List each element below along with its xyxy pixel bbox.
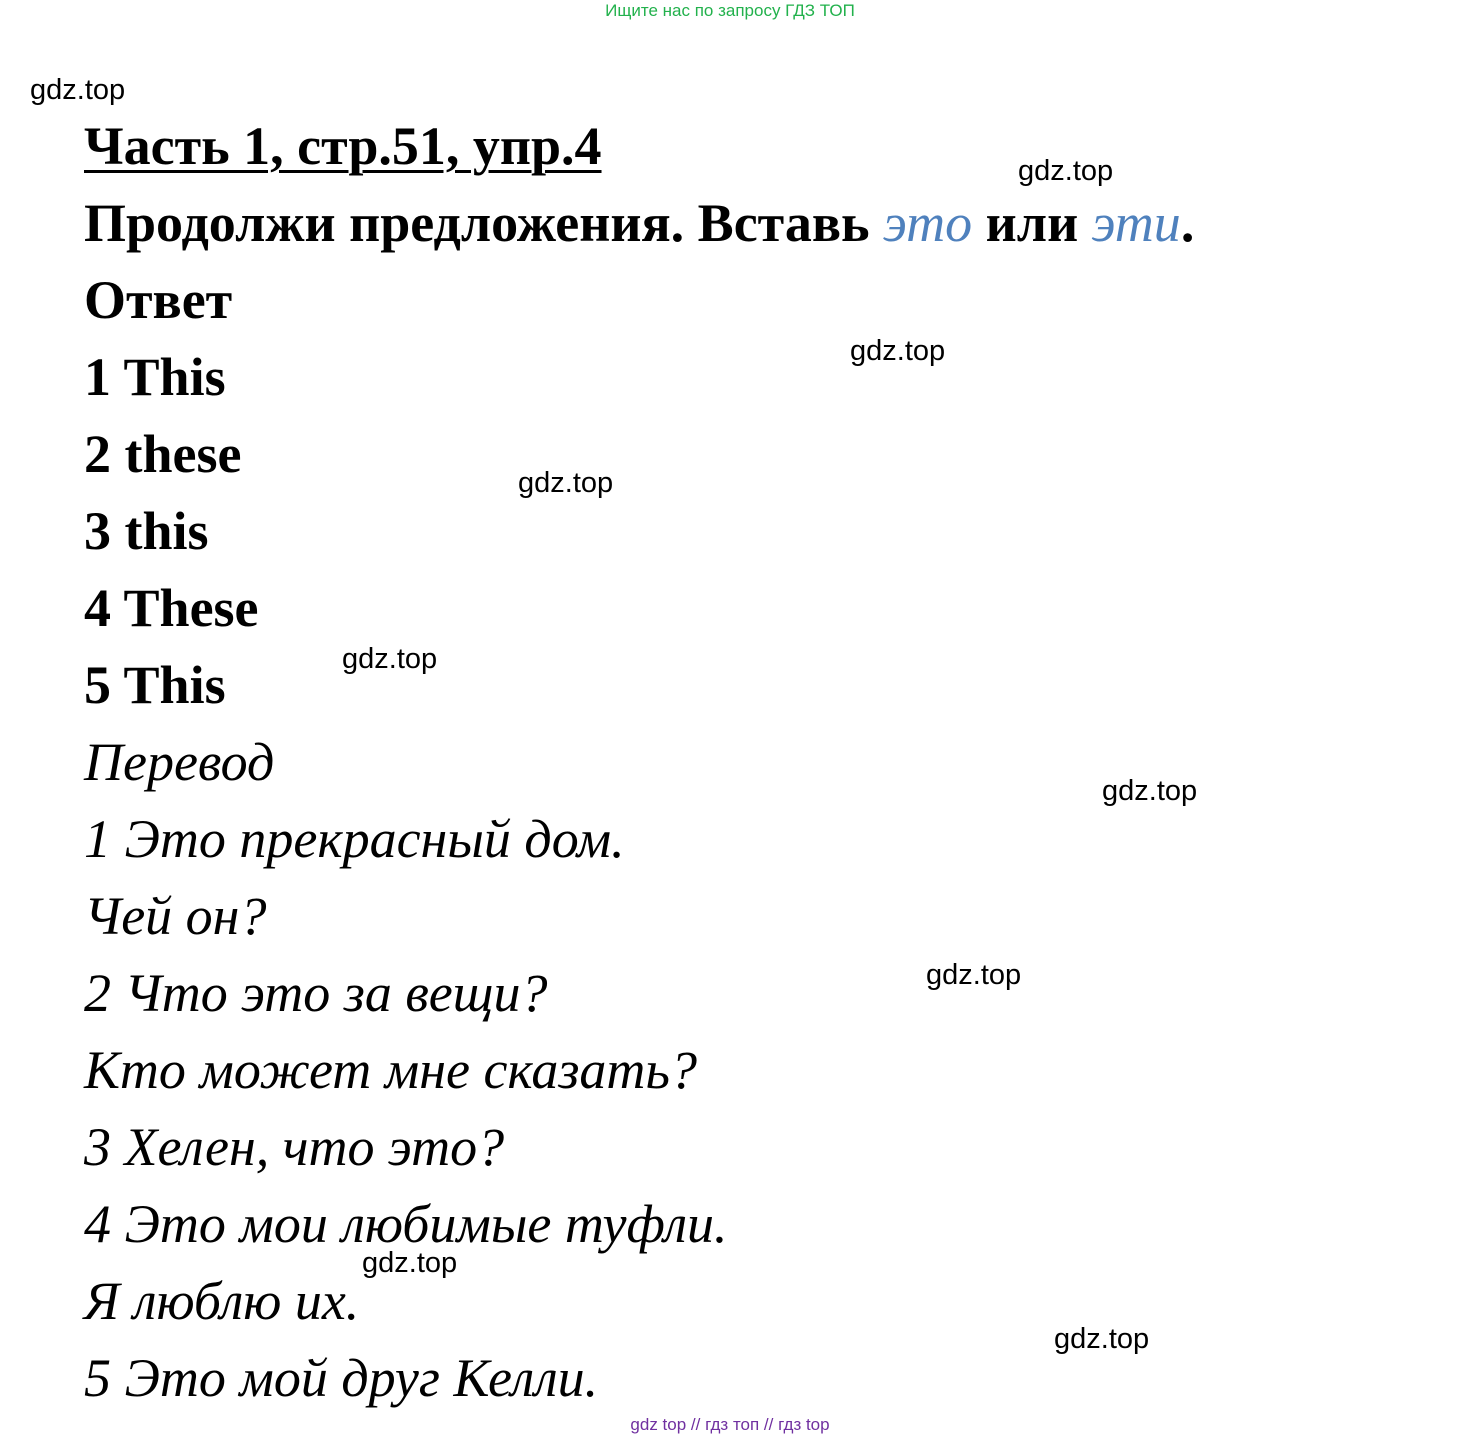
top-banner[interactable]: Ищите нас по запросу ГДЗ ТОП [605,1,855,20]
translation-heading: Перевод [84,732,275,792]
watermark: gdz.top [850,335,946,367]
watermark: gdz.top [30,74,126,106]
answer-item: 3 this [84,501,209,561]
translation-line: 5 Это мой друг Келли. [84,1348,599,1408]
watermark: gdz.top [518,467,614,499]
answer-item: 1 This [84,347,226,407]
translation-line: 4 Это мои любимые туфли. [84,1194,728,1254]
task-text [84,193,1194,253]
watermark: gdz.top [342,643,438,675]
task-suffix: . [1180,193,1195,253]
translation-line: Кто может мне сказать? [84,1040,697,1100]
watermark: gdz.top [1018,155,1114,187]
answer-item: 4 These [84,578,259,638]
task-word-eto: это [883,193,973,253]
answer-item: 2 these [84,424,242,484]
watermark: gdz.top [362,1247,458,1279]
answer-item: 5 This [84,655,226,715]
translation-line: Я люблю их. [84,1271,360,1331]
translation-line: 3 Хелен, что это? [84,1117,505,1177]
translation-line: 2 Что это за вещи? [84,963,548,1023]
task-prefix: Продолжи предложения. Вставь [84,193,884,253]
page-title: Часть 1, стр.51, упр.4 [84,116,602,176]
bottom-banner[interactable]: gdz top // гдз топ // гдз top [630,1415,830,1434]
translation-line: 1 Это прекрасный дом. [84,809,625,869]
watermark: gdz.top [1102,775,1198,807]
watermark: gdz.top [1054,1323,1150,1355]
task-middle: или [972,193,1092,253]
watermark: gdz.top [926,959,1022,991]
translation-line: Чей он? [84,886,267,946]
answer-heading: Ответ [84,270,233,330]
task-word-eti: эти [1091,193,1181,253]
